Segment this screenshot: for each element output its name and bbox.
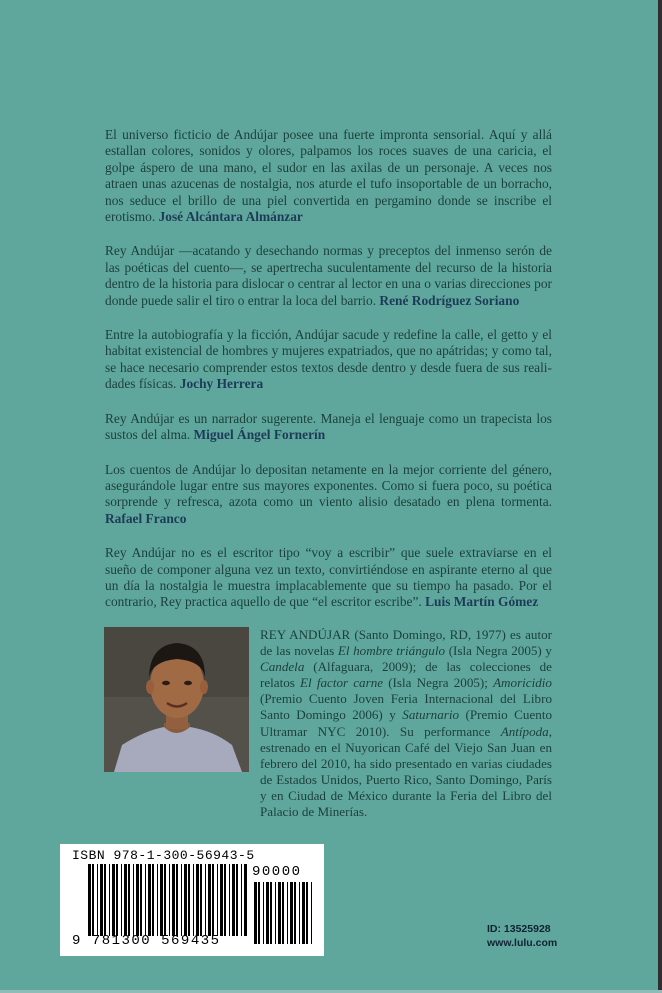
bio-title: El factor carne [300,675,384,691]
blurb-author: Rafael Franco [105,510,187,526]
barcode-addon-number: 90000 [252,864,302,880]
bio-title: Antípoda [500,723,549,739]
lulu-url: www.lulu.com [487,937,558,949]
blurb [105,327,552,393]
blurb-author: Miguel Ángel Fornerín [193,427,326,443]
blurbs-section [105,127,552,629]
bio-text: , estrenado en el Nuyorican Café del Viejo San Juan en febrero del 2010, ha sido presentado en varias ciudades de Estados Unidos, Puerto Rico, Santo Domingo, París y en Ciudad de México durante la Feria del Libro del Palacio de Minerías. [260,723,552,820]
blurb-text: Rey Andújar no es el escritor tipo “voy a escribir” que suele extraviarse en el sueño de componer alguna vez un texto, convirtiéndose en aspirante eterno al que un día la nostalgia le muestra implacablemente que su tiempo ha pasado. Por el contrario, Rey practica aquello de que “el escritor escribe”. [105,545,552,610]
author-photo [104,627,249,772]
bio-text: (Premio Cuento Joven Feria Internacional del Libro Santo Domingo 2006) y [260,691,552,723]
bio-text: (Isla Negra 2005); [383,675,494,691]
blurb-text: Rey Andújar —acatando y desechando normas y preceptos del inmenso serón de las poéticas del cuento—, se apertrecha suculentamente del recurso de la historia dentro de la historia para dislocar o centrar al lector en una o varias direcciones por donde puede salir el tiro o entrar la loca del barrio. [105,243,552,308]
barcode-digits: 9 781300 569435 [72,933,221,949]
page-right-edge [658,0,662,993]
blurb-text: Los cuentos de Andújar lo depositan netamente en la mejor corriente del género, asegurándole lugar entre sus mayores exponentes. Como si fuera poco, su poética sorprende y refresca, azota como un viento alisio desatado en plena tormenta. [105,461,552,510]
author-bio [260,627,552,820]
bio-text: (Isla Negra 2005) y [445,643,552,659]
lulu-id: ID: 13525928 [487,923,551,935]
blurb [105,462,552,528]
bio-title: Amoricidio [493,675,552,691]
blurb-author: Luis Martín Gómez [425,594,539,610]
author-portrait-illustration [104,627,249,772]
bio-title: Candela [260,659,305,675]
isbn-label: ISBN 978-1-300-56943-5 [72,848,255,863]
blurb-text: Rey Andújar es un narrador sugerente. Maneja el lenguaje como un trapecista los sustos del alma. [105,410,552,443]
blurb-author: René Rodríguez Soriano [379,292,520,308]
blurb-author: José Alcántara Almánzar [158,209,303,225]
blurb [105,411,552,444]
bio-title: Saturnario [402,707,460,723]
blurb-author: Jochy Herrera [179,376,264,392]
bio-text: (Premio Cuento Ultramar NYC 2010). Su performance [260,707,553,739]
isbn-barcode [60,844,324,956]
publisher-info [487,922,557,950]
bio-text: REY ANDÚJAR (Santo Domingo, RD, 1977) es autor de las novelas [260,627,552,659]
blurb-text: Entre la autobiografía y la ficción, Andújar sacude y redefine la calle, el getto y el habitat existencial de hombres y mujeres expatriados, que no apátridas; y como tal, se hace necesario comprender estos textos desde dentro y desde fuera de sus realidades físicas. [105,327,552,392]
blurb [105,127,552,225]
blurb-text: El universo ficticio de Andújar posee una fuerte impronta sensorial. Aquí y allá estallan colores, sonidos y olores, palpamos los roces suaves de una caricia, el golpe áspero de una mano, el sudor en las axilas de un personaje. A veces nos atraen unas azucenas de nostalgia, nos aturde el tufo insoportable de un borracho, nos seduce el brillo de una piel convertida en pergamino donde se inscribe el erotismo. [105,127,552,225]
bio-text: (Alfaguara, 2009); de las colecciones de relatos [260,659,552,691]
blurb [105,243,552,309]
bio-title: El hombre triángulo [337,643,446,659]
blurb [105,545,552,611]
